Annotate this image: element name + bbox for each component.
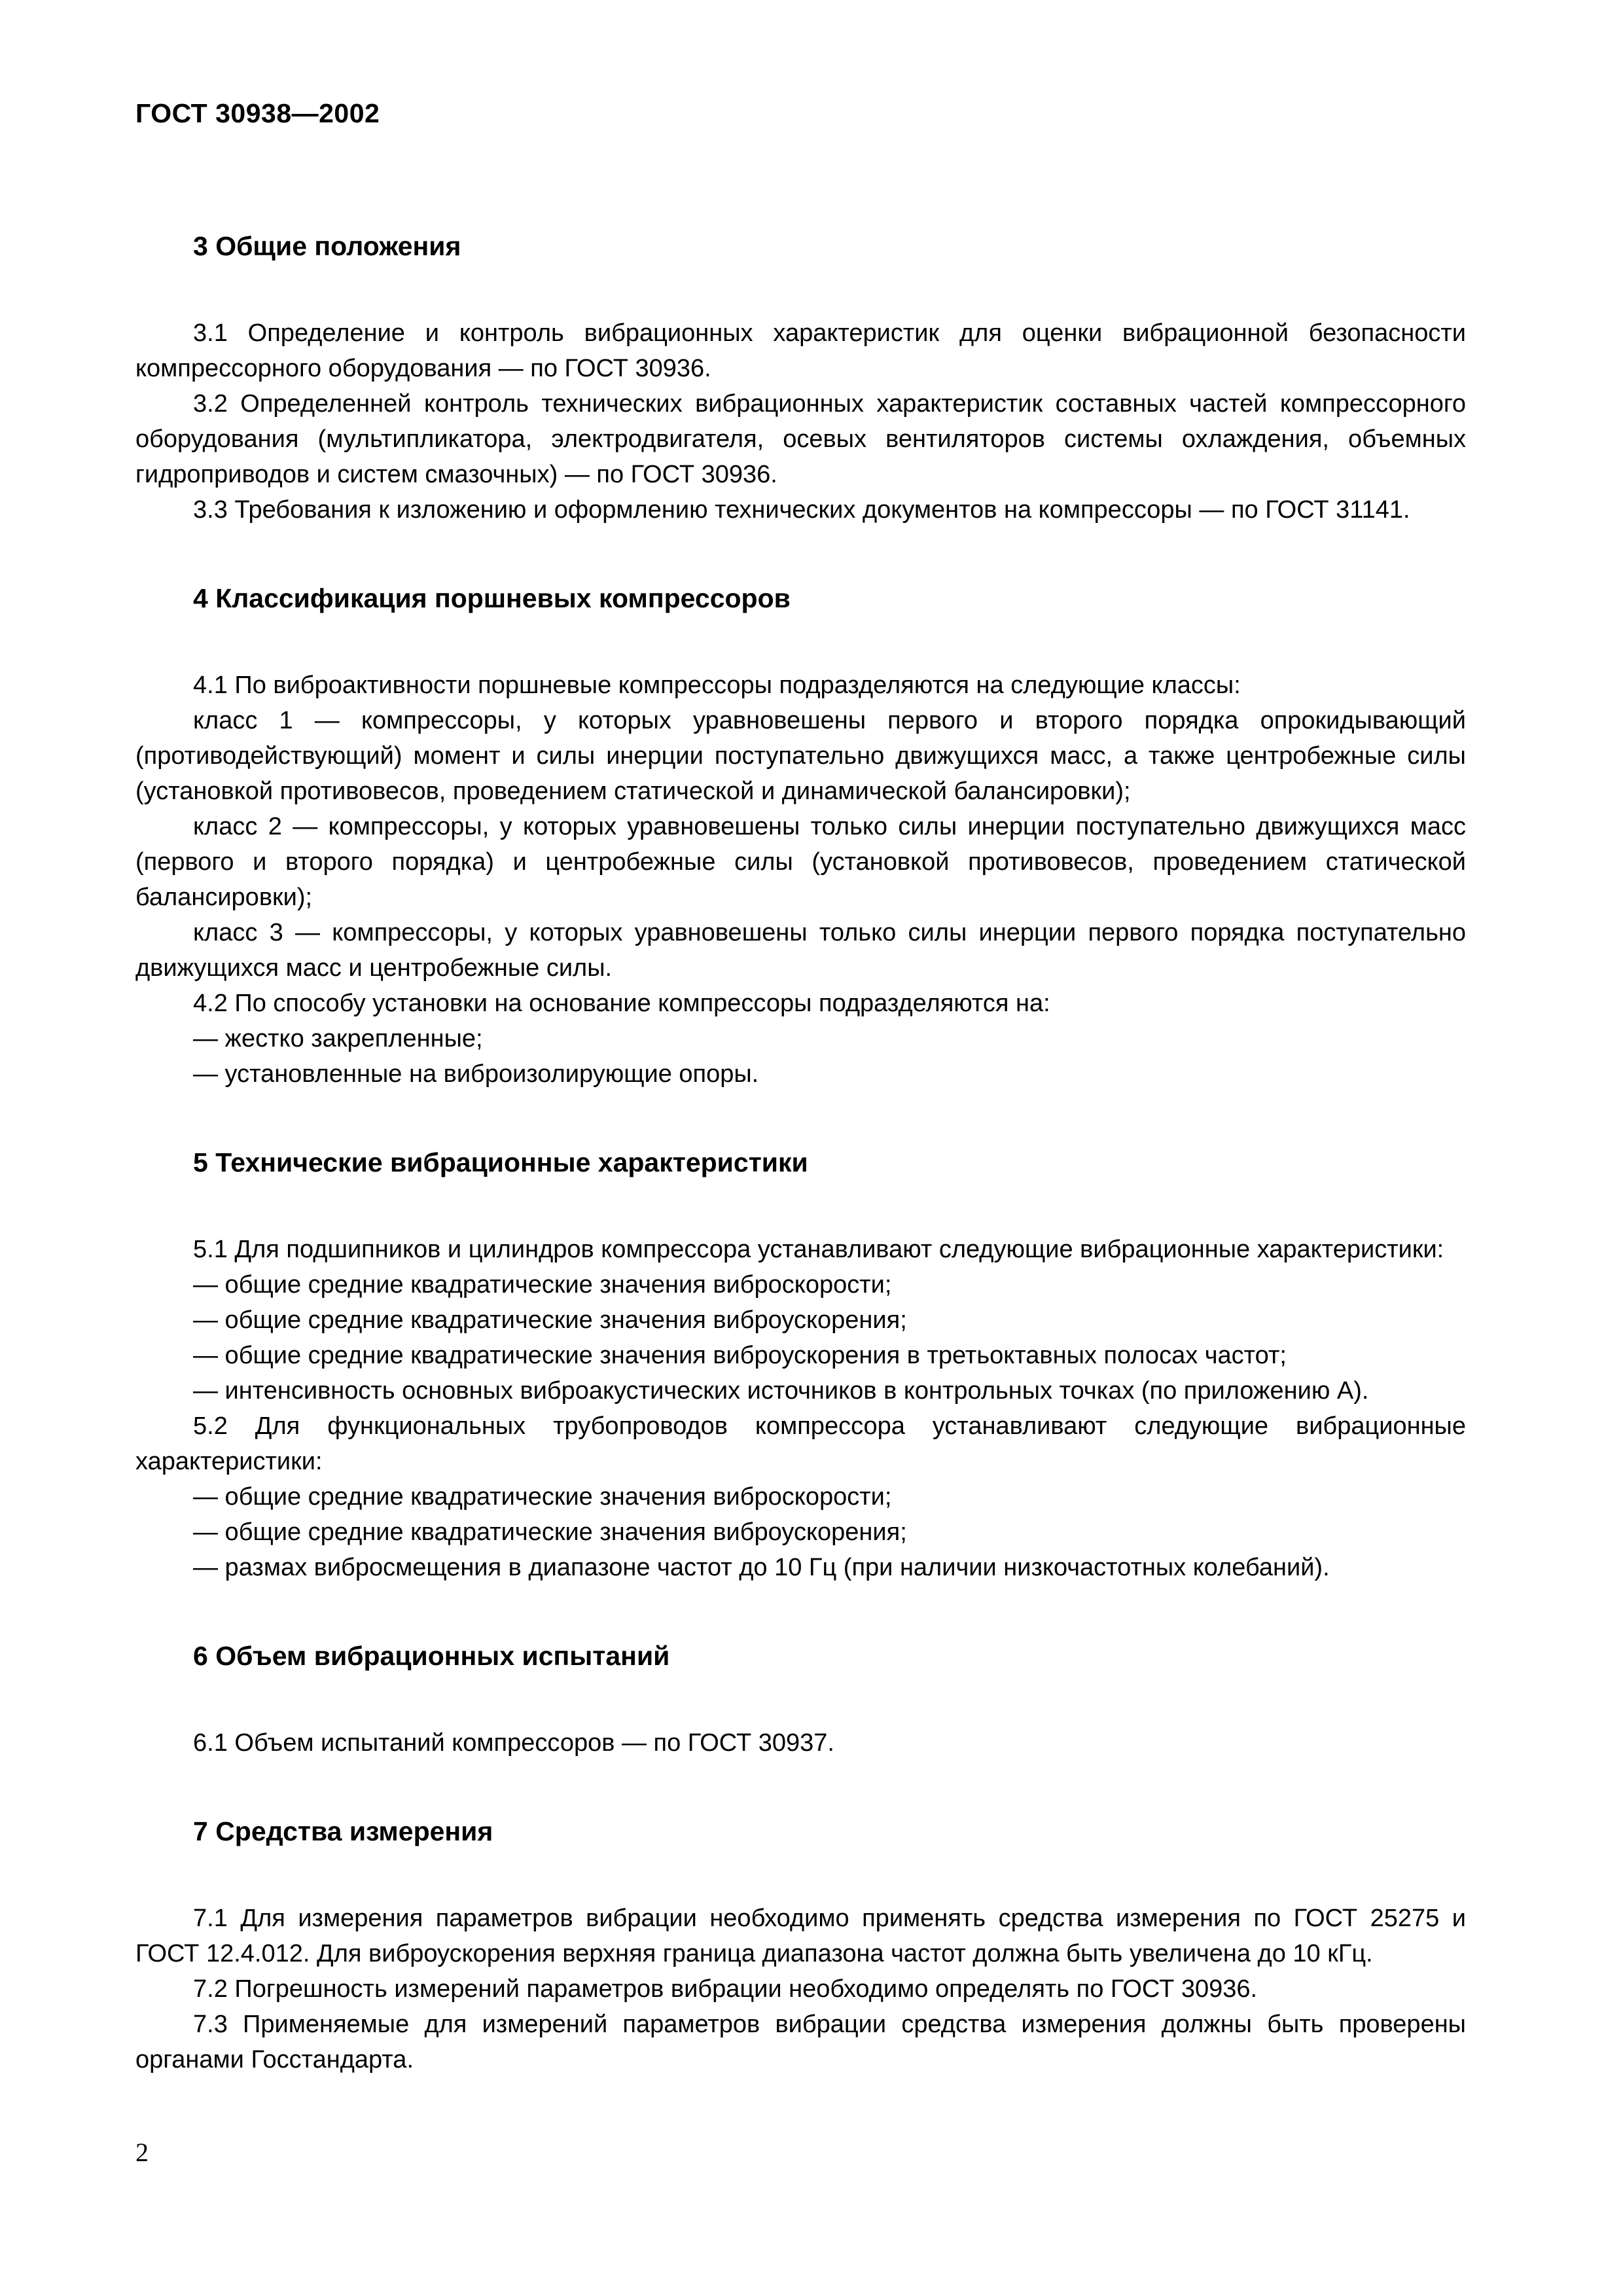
paragraph: 7.1 Для измерения параметров вибрации необходимо применять средства измерения по ГОСТ 25275 и ГОСТ 12.4.012. Для виброускорения верхняя граница диапазона частот должна быть увеличена до 10 кГц.	[135, 1905, 1466, 1967]
paragraph: 7.2 Погрешность измерений параметров вибрации необходимо определять по ГОСТ 30936.	[193, 1975, 1258, 2003]
paragraph: класс 3 — компрессоры, у которых уравновешены только силы инерции первого порядка поступательно движущихся масс и центробежные силы.	[135, 919, 1466, 982]
section-7	[135, 1814, 1466, 2077]
paragraph: 7.3 Применяемые для измерений параметров вибрации средства измерения должны быть проверены органами Госстандарта.	[135, 2011, 1466, 2073]
paragraph: 5.1 Для подшипников и цилиндров компрессора устанавливают следующие вибрационные характеристики:	[193, 1236, 1444, 1263]
section-title: 3 Общие положения	[193, 231, 461, 261]
list-item: — общие средние квадратические значения виброскорости;	[193, 1271, 892, 1299]
section-title: 6 Объем вибрационных испытаний	[193, 1641, 670, 1671]
paragraph: 4.2 По способу установки на основание компрессоры подразделяются на:	[193, 990, 1050, 1017]
paragraph: 5.2 Для функциональных трубопроводов компрессора устанавливают следующие вибрационные характеристики:	[135, 1412, 1466, 1475]
section-3	[135, 229, 1466, 528]
paragraph: 6.1 Объем испытаний компрессоров — по ГОСТ 30937.	[193, 1729, 834, 1757]
paragraph: 3.2 Определенней контроль технических вибрационных характеристик составных частей компрессорного оборудования (мультипликатора, электродвигателя, осевых вентиляторов системы охлаждения, объемных гидроприводов и систем смазочных) — по ГОСТ 30936.	[135, 390, 1466, 488]
section-6	[135, 1639, 1466, 1761]
section-title: 4 Классификация поршневых компрессоров	[193, 583, 791, 613]
paragraph: 3.3 Требования к изложению и оформлению технических документов на компрессоры — по ГОСТ 31141.	[193, 496, 1410, 524]
paragraph: класс 1 — компрессоры, у которых уравновешены первого и второго порядка опрокидывающий (противодействующий) момент и силы инерции поступательно движущихся масс, а также центробежные силы (установкой противовесов, проведением статической и динамической балансировки);	[135, 707, 1466, 805]
paragraph: 4.1 По виброактивности поршневые компрессоры подразделяются на следующие классы:	[193, 672, 1241, 699]
section-title: 5 Технические вибрационные характеристики	[193, 1147, 808, 1177]
list-item: — общие средние квадратические значения виброускорения в третьоктавных полосах частот;	[193, 1342, 1287, 1369]
page-number: 2	[135, 2138, 149, 2167]
list-item: — жестко закрепленные;	[193, 1025, 483, 1052]
list-item: — общие средние квадратические значения виброускорения;	[193, 1518, 907, 1546]
document-body	[135, 229, 1466, 2077]
document-header: ГОСТ 30938—2002	[135, 98, 380, 128]
list-item: — общие средние квадратические значения виброускорения;	[193, 1306, 907, 1334]
section-title: 7 Средства измерения	[193, 1816, 493, 1846]
list-item: — установленные на виброизолирующие опоры.	[193, 1060, 759, 1088]
section-4	[135, 581, 1466, 1092]
paragraph: класс 2 — компрессоры, у которых уравновешены только силы инерции поступательно движущихся масс (первого и второго порядка) и центробежные силы (установкой противовесов, проведением статической балансировки);	[135, 813, 1466, 911]
section-5	[135, 1145, 1466, 1585]
list-item: — размах вибросмещения в диапазоне частот до 10 Гц (при наличии низкочастотных колебаний).	[193, 1554, 1330, 1581]
list-item: — интенсивность основных виброакустических источников в контрольных точках (по приложению А).	[193, 1377, 1369, 1405]
list-item: — общие средние квадратические значения виброскорости;	[193, 1483, 892, 1511]
paragraph: 3.1 Определение и контроль вибрационных характеристик для оценки вибрационной безопасности компрессорного оборудования — по ГОСТ 30936.	[135, 319, 1466, 382]
